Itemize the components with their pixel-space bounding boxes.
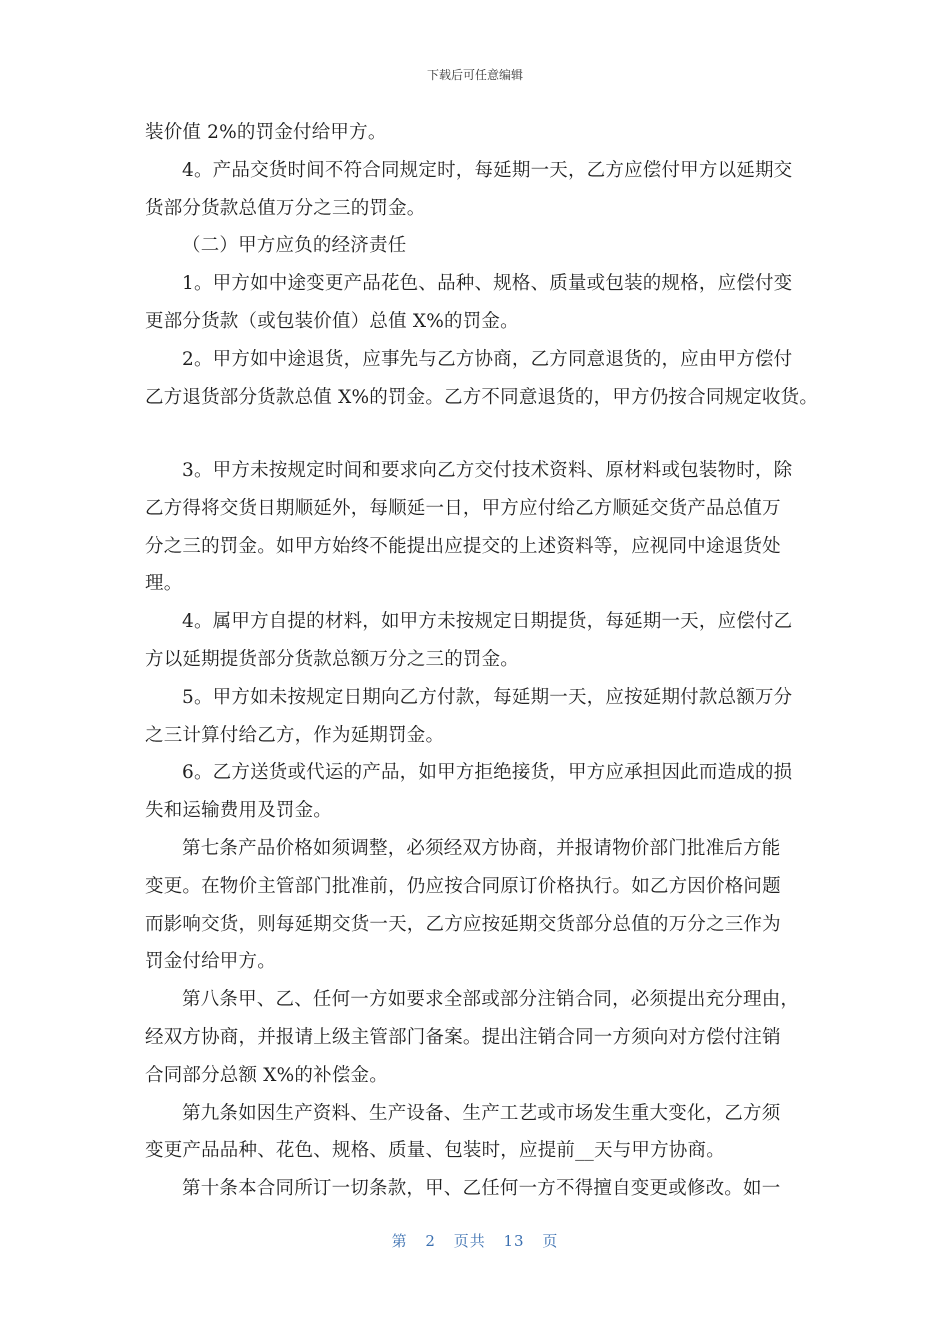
text-line: 理。 [145, 573, 183, 594]
text-line: 变更产品品种、花色、规格、质量、包装时，应提前__天与甲方协商。 [145, 1140, 725, 1161]
text-line: 第七条产品价格如须调整，必须经双方协商，并报请物价部门批准后方能 [182, 838, 781, 859]
text-line: 4。属甲方自提的材料，如甲方未按规定日期提货，每延期一天，应偿付乙 [182, 611, 793, 632]
text-line: 分之三的罚金。如甲方始终不能提出应提交的上述资料等，应视同中途退货处 [145, 536, 781, 557]
text-line: 4。产品交货时间不符合同规定时，每延期一天，乙方应偿付甲方以延期交 [182, 160, 793, 181]
text-line: 变更。在物价主管部门批准前，仍应按合同原订价格执行。如乙方因价格问题 [145, 876, 781, 897]
text-line: 第九条如因生产资料、生产设备、生产工艺或市场发生重大变化，乙方须 [182, 1103, 781, 1124]
page-header: 下载后可任意编辑 [426, 68, 523, 82]
text-line: 第八条甲、乙、任何一方如要求全部或部分注销合同，必须提出充分理由， [182, 989, 800, 1010]
text-line: 第十条本合同所订一切条款，甲、乙任何一方不得擅自变更或修改。如一 [182, 1178, 781, 1199]
text-line: 2。甲方如中途退货，应事先与乙方协商，乙方同意退货的，应由甲方偿付 [182, 349, 793, 370]
text-line: 乙方得将交货日期顺延外，每顺延一日，甲方应付给乙方顺延交货产品总值万 [145, 498, 781, 519]
text-line: 5。甲方如未按规定日期向乙方付款，每延期一天，应按延期付款总额万分 [182, 687, 793, 708]
page-footer: 第 2 页共 13 页 [391, 1232, 559, 1250]
text-line: 3。甲方未按规定时间和要求向乙方交付技术资料、原材料或包装物时，除 [182, 460, 793, 481]
text-line: 1。甲方如中途变更产品花色、品种、规格、质量或包装的规格，应偿付变 [182, 273, 793, 294]
text-line: 乙方退货部分货款总值 X%的罚金。乙方不同意退货的，甲方仍按合同规定收货。 [145, 387, 819, 408]
text-line: 失和运输费用及罚金。 [145, 800, 333, 821]
text-line: 罚金付给甲方。 [145, 951, 276, 972]
text-line: 装价值 2%的罚金付给甲方。 [145, 122, 387, 143]
text-line: 6。乙方送货或代运的产品，如甲方拒绝接货，甲方应承担因此而造成的损 [182, 762, 793, 783]
text-line: 之三计算付给乙方，作为延期罚金。 [145, 725, 445, 746]
text-line: 经双方协商，并报请上级主管部门备案。提出注销合同一方须向对方偿付注销 [145, 1027, 781, 1048]
text-line: 合同部分总额 X%的补偿金。 [145, 1065, 388, 1086]
text-line: 更部分货款（或包装价值）总值 X%的罚金。 [145, 311, 519, 332]
text-line: 方以延期提货部分货款总额万分之三的罚金。 [145, 649, 520, 670]
text-line: 货部分货款总值万分之三的罚金。 [145, 198, 426, 219]
text-line: （二）甲方应负的经济责任 [182, 235, 407, 256]
text-line: 而影响交货，则每延期交货一天，乙方应按延期交货部分总值的万分之三作为 [145, 914, 781, 935]
